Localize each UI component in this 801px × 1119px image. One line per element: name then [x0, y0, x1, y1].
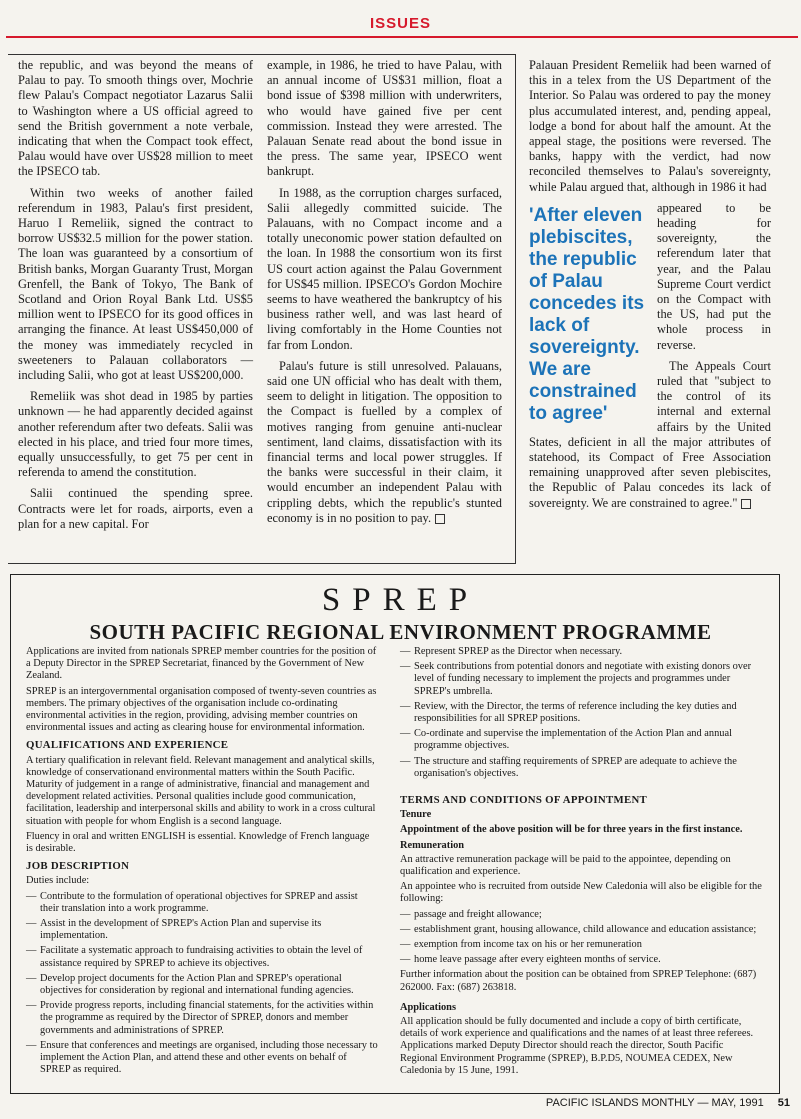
qualifications-text: A tertiary qualification in relevant field. Relevant management and analytical skills, knowledge of conservationand environmental matters within the South Pacific. Maturity of judgement in a range of administrative, financial and management and development related activities. Personal qualities include good communication, facilitation, leadership and interpersonal skills and ability to work in a cross cultural situation with people for whom English is a second language. — [26, 754, 376, 827]
paragraph: example, in 1986, he tried to have Palau, with an annual income of US$31 million, float a bond issue of $398 million with underwriters, who would have gained five per cent commission. Instead they were arrested. The Palauan Senate read about the bond issue in the press. The same year, IPSECO went bankrupt. — [267, 58, 502, 179]
pull-quote: 'After eleven plebiscites, the republic of Palau concedes its lack of sovereignty. We are constrained to agree' — [529, 204, 645, 424]
paragraph: Remeliik was shot dead in 1985 by parties unknown — he had apparently decided against another referendum after two defeats. Salii was elected in his place, and tried four more times, equally unsuccessfully, to get 75 per cent in referenda to amend the constitution. — [18, 389, 253, 480]
further-info: Further information about the position can be obtained from SPREP Telephone: (687) 262000. Fax: (687) 263818. — [400, 969, 757, 993]
duties-list-continued — [400, 646, 762, 780]
list-item: — Develop project documents for the Action Plan and SPREP's operational objectives for consideration by regional and international funding agencies. — [26, 973, 378, 997]
paragraph: In 1988, as the corruption charges surfaced, Salii allegedly committed suicide. The Palauans, with no Compact income and a totally uneconomic power station defaulted on the loan. In 1988 the consortium won its first US court action against the Palau Government for US$45 million. IPSECO's Gordon Mochire seems to have weathered the bankruptcy of his business rather well, and was last heard of living comfortably in the Home Counties not far from London. — [267, 185, 502, 352]
benefits-list — [400, 909, 762, 967]
paragraph: Salii continued the spending spree. Contracts were let for roads, airports, even a plan for a new capital. For — [18, 486, 253, 531]
article-column-3 — [529, 58, 771, 517]
list-item: — home leave passage after every eighteen months of service. — [400, 954, 762, 966]
list-item: — Assist in the development of SPREP's Action Plan and supervise its implementation. — [26, 918, 378, 942]
page-number: 51 — [777, 1097, 790, 1109]
ad-column-right — [400, 646, 762, 1080]
end-mark-icon — [741, 499, 751, 509]
paragraph: appeared to be heading for sovereignty, the referendum later that year, and the Palau Supreme Court verdict on the Compact with the US, had put the whole process in reverse. — [657, 200, 771, 352]
remuneration-text: An attractive remuneration package will be paid to the appointee, depending on qualification and experience. — [400, 853, 731, 878]
terms-heading: TERMS AND CONDITIONS OF APPOINTMENT — [400, 794, 648, 807]
paragraph — [267, 359, 502, 526]
sprep-logo: SPREP — [321, 582, 480, 618]
remuneration-text: An appointee who is recruited from outside New Caledonia will also be eligible for the following: — [400, 881, 762, 905]
list-item: — Ensure that conferences and meetings are organised, including those necessary to implement the Action Plan, and attend these and other events on behalf of SPREP as required. — [26, 1040, 378, 1077]
duties-list — [26, 891, 378, 1077]
paragraph: Palauan President Remeliik had been warned of this in a telex from the US Department of the Interior. So Palau was ordered to pay the money plus accumulated interest, and, pending appeal, lodge a bond for about half the amount. At the appeal stage, the positions were reversed. The banks, happy with the verdict, had now reconciled themselves to Palau's sovereignty, while Palau argued that, although in 1986 it had — [529, 58, 771, 194]
page-footer — [520, 1097, 790, 1109]
list-item: — Represent SPREP as the Director when necessary. — [400, 646, 762, 658]
ad-intro: SPREP is an intergovernmental organisation composed of twenty-seven countries as members. The primary objectives of the organisation include co-ordinating environmental activities in the region, providing, advising member countries on environmental issues and acting as clearing house for environmental information. — [26, 685, 377, 734]
section-tag: ISSUES — [369, 15, 432, 32]
qualifications-text: Fluency in oral and written ENGLISH is essential. Knowledge of French language is desirable. — [26, 830, 370, 855]
paragraph-text: Palau's future is still unresolved. Palauans, said one UN official who has dealt with them, seem to delight in litigation. The opposition to the Compact is fuelled by a complex of motives ranging from genuine anti-nuclear sentiment, land claims, dissatisfaction with its financial terms and local power struggles. If the banks were successful in their claim, it would encumber an independent Palau with crippling debts, which the republic's stunted economy is in no position to pay. — [267, 358, 502, 525]
top-rule — [6, 36, 798, 38]
end-mark-icon — [435, 514, 445, 524]
list-item: — establishment grant, housing allowance, child allowance and education assistance; — [400, 924, 762, 936]
ad-title: SOUTH PACIFIC REGIONAL ENVIRONMENT PROGRAMME — [89, 620, 712, 644]
duties-intro: Duties include: — [26, 875, 90, 887]
ad-intro: Applications are invited from nationals SPREP member countries for the position of a Deputy Director in the SPREP Secretariat, financed by the Government of New Zealand. — [26, 646, 377, 682]
remuneration-heading: Remuneration — [400, 839, 465, 851]
list-item: — Facilitate a systematic approach to fundraising activities to obtain the level of assistance required by SPREP to achieve its objectives. — [26, 945, 378, 969]
ad-column-left — [26, 646, 378, 1080]
job-description-heading: JOB DESCRIPTION — [26, 860, 130, 873]
applications-text: All application should be fully documented and include a copy of birth certificate, details of work experience and qualifications and the names of at least three referees. Applications marked Deputy Director should reach the director, South Pacific Regional Environment Programme (SPREP), B.P.D5, NOUMEA CEDEX, New Caledonia by 15 June, 1991. — [400, 1016, 754, 1076]
applications-heading: Applications — [400, 1001, 457, 1013]
list-item: — Contribute to the formulation of operational objectives for SPREP and assist their translation into a work programme. — [26, 891, 378, 915]
list-item: — passage and freight allowance; — [400, 909, 762, 921]
article-column-2 — [267, 58, 502, 532]
tenure-heading: Tenure — [400, 809, 432, 821]
paragraph-text: The Appeals Court ruled that "subject to the control of its internal and external affairs by the United States, deficient in all the major attributes of statehood, its Compact of Free Association remaining unapproved after seven plebiscites, the Republic of Palau concedes its lack of sovereignty. We are constrained to agree." — [529, 358, 771, 510]
qualifications-heading: QUALIFICATIONS AND EXPERIENCE — [26, 739, 229, 752]
publication-name: PACIFIC ISLANDS MONTHLY — MAY, 1991 — [545, 1097, 764, 1109]
article-column-1 — [18, 58, 253, 538]
list-item: — Provide progress reports, including financial statements, for the activities within the programme as required by the Director of SPREP, donors and member governments and administrations of SPREP. — [26, 1000, 378, 1037]
tenure-text: Appointment of the above position will be for three years in the first instance. — [400, 824, 743, 836]
list-item: — exemption from income tax on his or her remuneration — [400, 939, 762, 951]
paragraph: Within two weeks of another failed referendum in 1983, Palau's first president, Haruo I Remeliik, signed the contract to borrow US$32.5 million for the power station. The loan was guaranteed by a consortium of British banks, Morgan Guaranty Trust, Morgan Grenfell, the Bank of Tokyo, The Bank of Scotland and Orion Royal Bank Ltd. US$5 million went to IPSECO for its good offices in arranging the finance. At least US$450,000 of the money was immediately recycled in sweeteners to Palauan collaborators — including Salii, who got at least US$200,000. — [18, 185, 253, 383]
list-item: — Review, with the Director, the terms of reference including the key duties and responsibilities for all SPREP positions. — [400, 701, 762, 725]
paragraph: the republic, and was beyond the means of Palau to pay. To smooth things over, Mochrie flew Palau's Compact negotiator Lazarus Salii to Washington where a US official agreed to send the British government a note verbale, indicating that when the Compact took effect, Palau would have over US$28 million to meet the IPSECO tab. — [18, 58, 253, 179]
list-item: — Seek contributions from potential donors and negotiate with existing donors over level of funding necessary to implement the projects and programmes under SPREP's umbrella. — [400, 661, 762, 698]
list-item: — The structure and staffing requirements of SPREP are adequate to achieve the organisation's objectives. — [400, 756, 762, 780]
list-item: — Co-ordinate and supervise the implementation of the Action Plan and annual programme objectives. — [400, 728, 762, 752]
